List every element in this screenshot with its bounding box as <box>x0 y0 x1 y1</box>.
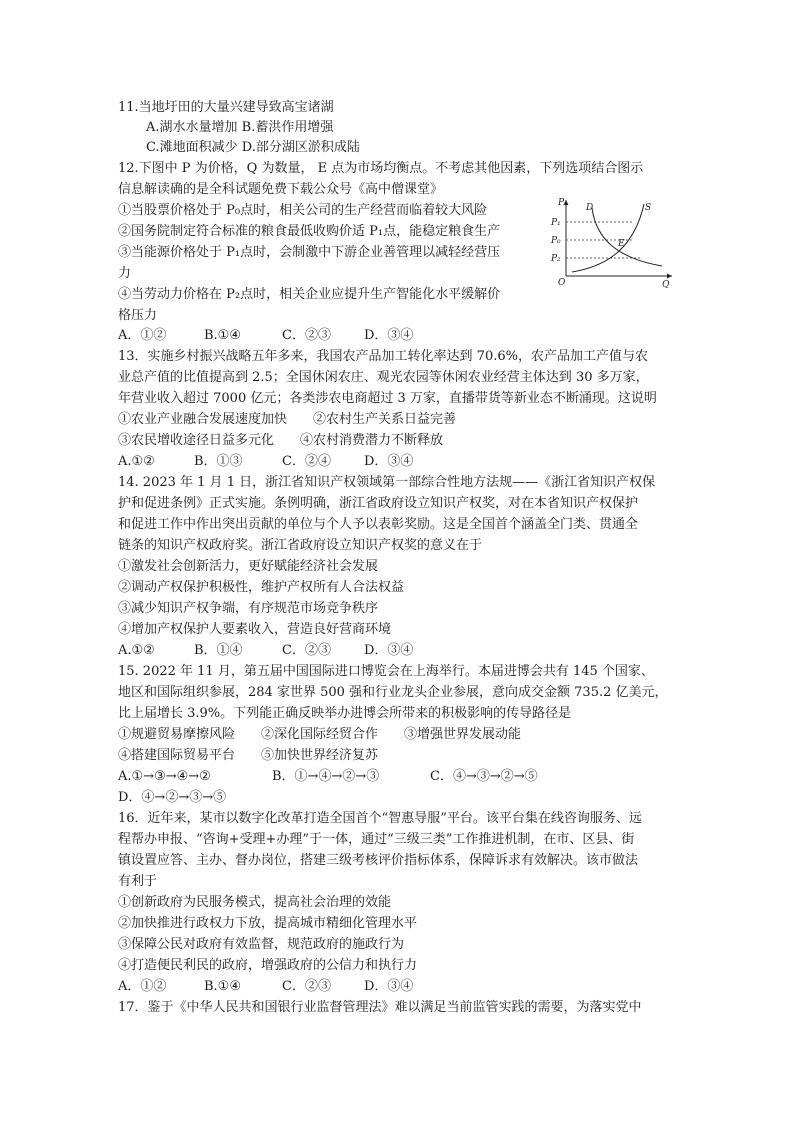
supply-demand-svg <box>548 196 676 288</box>
question-14-stem-line-3: 和促进工作中作出突出贡献的单位与个人予以表彰奖励。这是全国首个涵盖全门类、贯通全 <box>118 517 639 532</box>
question-11-options-ab: A.湖水水量增加 B.蓄洪作用增强 <box>146 120 334 135</box>
demand-label: D <box>586 203 594 213</box>
question-17-stem-line-1: 17．鉴于《中华人民共和国银行业监督管理法》难以满足当前监管实践的需要，为落实党中 <box>118 1000 642 1015</box>
question-13-stem-line-2: 业总产值的比值提高到 2.5；全国休闲农庄、观光农园等休闲农业经营主体达到 30 多万家， <box>118 370 649 385</box>
supply-demand-graph <box>548 196 676 288</box>
question-16-stem-line-3: 镇设置应答、主办、督办岗位，搭建三级考核评价指标体系，保障诉求有效解决。该市做法 <box>118 853 639 868</box>
question-12-statement-4-cont: 格压力 <box>118 308 158 323</box>
question-11-stem: 11.当地圩田的大量兴建导致高宝诸湖 <box>118 100 334 115</box>
question-16-statement-4: ④打造便民利民的政府，增强政府的公信力和执行力 <box>118 958 418 973</box>
question-12-option-a: A．①② <box>118 328 167 343</box>
question-14-stem-line-1: 14. 2023 年 1 月 1 日，浙江省知识产权领域第一部综合性地方法规——《浙江省知识产权保 <box>118 475 656 490</box>
demand-curve <box>592 208 662 266</box>
p-axis-arrow <box>564 200 569 205</box>
question-16-stem-line-2: 程帮办申报、“咨询+受理+办理”于一体，通过“三级三类”工作推进机制，在市、区县、街 <box>118 832 635 847</box>
supply-label: S <box>645 203 652 213</box>
question-14-stem-line-2: 护和促进条例》正式实施。条例明确，浙江省政府设立知识产权奖，对在本省知识产权保护 <box>118 496 639 511</box>
question-13-stem-line-1: 13．实施乡村振兴战略五年多来，我国农产品加工转化率达到 70.6%，农产品加工产值与农 <box>118 349 648 364</box>
question-12-stem-line-1: 12.下图中 P 为价格，Q 为数量， E 点为市场均衡点。不考虑其他因素，下列选项结合图示 <box>118 161 644 176</box>
question-12-option-d: D．③④ <box>364 328 414 343</box>
question-15-option-c: C．④→③→②→⑤ <box>430 769 538 784</box>
question-13-option-d: D．③④ <box>364 454 414 469</box>
p0-label: P₀ <box>551 236 561 246</box>
question-12-option-c: C．②③ <box>282 328 331 343</box>
question-12-statement-3: ③当能源价格处于 P₁点时，会制激中下游企业善管理以减轻经营压 <box>118 245 501 260</box>
question-12-statement-4: ④当劳动力价格在 P₂点时，相关企业应提升生产智能化水平缓解价 <box>118 287 501 302</box>
question-15-statements-45: ④搭建国际贸易平台 ⑤加快世界经济复苏 <box>118 748 379 763</box>
p2-label: P₂ <box>551 254 561 264</box>
question-14-statement-3: ③减少知识产权争端，有序规范市场竞争秩序 <box>118 601 379 616</box>
question-14-statement-1: ①激发社会创新活力，更好赋能经济社会发展 <box>118 559 379 574</box>
question-14-option-b: B．①④ <box>194 643 243 658</box>
q-axis-label: Q <box>662 280 670 288</box>
question-12-statement-2: ②国务院制定符合标准的粮食最低收购价适 P₁点，能稳定粮食生产 <box>118 224 501 239</box>
supply-curve <box>572 204 644 272</box>
question-15-statements-123: ①规避贸易摩擦风险 ②深化国际经贸合作 ③增强世界发展动能 <box>118 727 522 742</box>
question-15-stem-line-1: 15. 2022 年 11 月，第五届中国国际进口博览会在上海举行。本届进博会共有 145 个国家、 <box>118 664 654 679</box>
question-12-option-b: B.①④ <box>204 328 241 343</box>
question-12-stem-line-2: 信息解读确的是全科试题免费下载公众号《高中僧课堂》 <box>118 182 444 197</box>
question-13-statements-34: ③农民增收途径日益多元化 ④农村消费潜力不断释放 <box>118 433 444 448</box>
question-16-option-d: D．③④ <box>364 979 414 994</box>
equilibrium-label: E <box>618 239 625 249</box>
question-16-option-b: B.①④ <box>204 979 241 994</box>
question-16-option-a: A．①② <box>118 979 167 994</box>
origin-label: O <box>558 278 566 288</box>
question-16-statement-3: ③保障公民对政府有效监督，规范政府的施政行为 <box>118 937 405 952</box>
question-14-option-a: A.①② <box>118 643 155 658</box>
question-16-statement-1: ①创新政府为民服务模式，提高社会治理的效能 <box>118 895 392 910</box>
p1-label: P₁ <box>551 218 561 228</box>
question-14-stem-line-4: 链条的知识产权政府奖。浙江省政府设立知识产权奖的意义在于 <box>118 538 483 553</box>
question-13-statements-12: ①农业产业融合发展速度加快 ②农村生产关系日益完善 <box>118 412 457 427</box>
question-15-option-a: A.①→③→④→② <box>118 769 211 784</box>
question-14-statement-4: ④增加产权保护人要素收入，营造良好营商环境 <box>118 622 392 637</box>
question-14-option-c: C．②③ <box>282 643 331 658</box>
question-11-options-cd: C.滩地面积减少 D.部分湖区淤积成陆 <box>146 140 360 155</box>
question-14-option-d: D．③④ <box>364 643 414 658</box>
question-15-stem-line-2: 地区和国际组织参展，284 家世界 500 强和行业龙头企业参展，意向成交金额 735.2 亿美元， <box>118 685 668 700</box>
question-16-stem-line-4: 有利于 <box>118 874 158 889</box>
question-13-stem-line-3: 年营业收入超过 7000 亿元；各类涉农电商超过 3 万家，直播带货等新业态不断涌现。这说明 <box>118 391 657 406</box>
question-14-statement-2: ②调动产权保护积极性，维护产权所有人合法权益 <box>118 580 405 595</box>
question-16-option-c: C．②③ <box>282 979 331 994</box>
question-13-option-c: C．②④ <box>282 454 331 469</box>
question-15-option-b: B．①→④→②→③ <box>272 769 380 784</box>
question-15-option-d: D．④→②→③→⑤ <box>118 790 227 805</box>
question-16-stem-line-1: 16．近年来，某市以数字化改革打造全国首个“智惠导服”平台。该平台集在线咨询服务、远 <box>118 811 642 826</box>
p-axis-label: P <box>558 198 565 208</box>
question-12-statement-1: ①当股票价格处于 P₀点时，相关公司的生产经营而临着较大风险 <box>118 203 488 218</box>
q-axis-arrow <box>667 274 672 279</box>
question-13-option-a: A.①② <box>118 454 155 469</box>
question-12-statement-3-cont: 力 <box>118 266 132 281</box>
question-13-option-b: B．①③ <box>194 454 243 469</box>
question-15-stem-line-3: 比上届增长 3.9%。下列能正确反映举办进博会所带来的积极影响的传导路径是 <box>118 706 572 721</box>
question-16-statement-2: ②加快推进行政权力下放，提高城市精细化管理水平 <box>118 916 418 931</box>
